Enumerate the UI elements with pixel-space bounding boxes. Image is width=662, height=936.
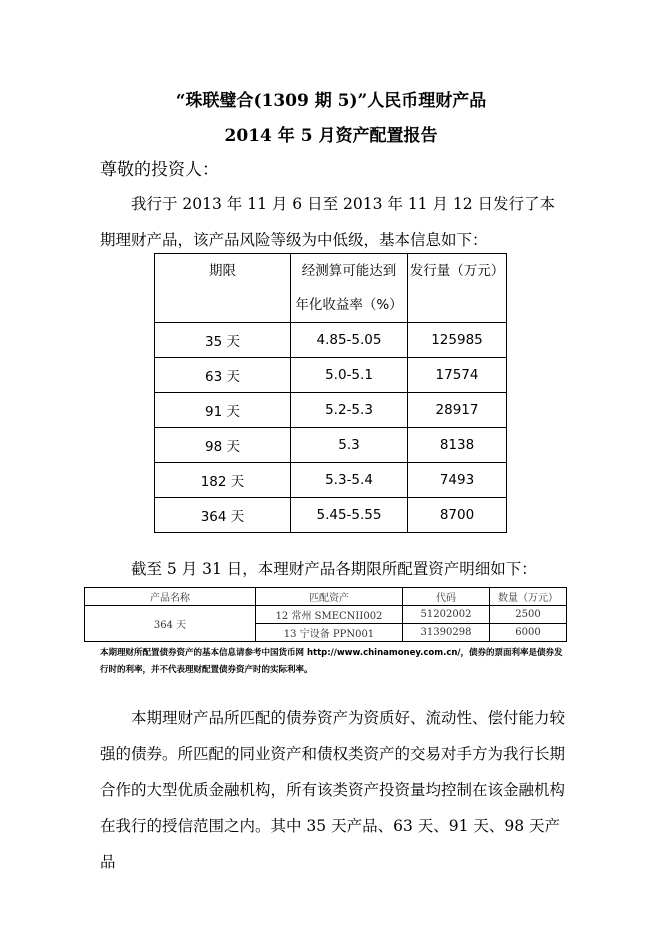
report-title-line2: 2014 年 5 月资产配置报告 [224, 126, 438, 146]
asset-cell: 13 宁设备 PPN001 [256, 624, 403, 642]
greeting: 尊敬的投资人： [100, 160, 219, 180]
code-cell: 51202002 [403, 606, 490, 624]
header-quantity: 数量（万元） [490, 588, 567, 606]
yield-cell: 5.45-5.55 [291, 498, 408, 533]
term-cell: 98 天 [155, 428, 291, 463]
header-issue-amount: 发行量（万元） [409, 263, 505, 279]
term-cell: 182 天 [155, 463, 291, 498]
amount-cell: 125985 [408, 323, 507, 358]
footnote: 本期理财所配置债券资产的基本信息请参考中国货币网 http://www.chinamoney.com.cn/，债券的票面利率是债券发行时的利率，并不代表理财配置债券资产时的实际利率。 [100, 648, 563, 675]
table-row [155, 498, 507, 533]
table-row [155, 463, 507, 498]
yield-cell: 4.85-5.05 [291, 323, 408, 358]
table-row [155, 428, 507, 463]
amount-cell: 17574 [408, 358, 507, 393]
asset-cell: 12 常州 SMECNII002 [256, 606, 403, 624]
intro-paragraph: 我行于 2013 年 11 月 6 日至 2013 年 11 月 12 日发行了本期理财产品，该产品风险等级为中低级，基本信息如下： [100, 195, 556, 249]
table-row [155, 323, 507, 358]
yield-cell: 5.0-5.1 [291, 358, 408, 393]
term-cell: 63 天 [155, 358, 291, 393]
table-header-row [155, 254, 507, 323]
amount-cell: 8700 [408, 498, 507, 533]
body-paragraph: 本期理财产品所匹配的债券资产为资质好、流动性、偿付能力较强的债券。所匹配的同业资产和债权类资产的交易对手方为我行长期合作的大型优质金融机构，所有该类资产投资量均控制在该金融机构在我行的授信范围之内。其中 35 天产品、63 天、91 天、98 天产品 [100, 709, 566, 871]
amount-cell: 28917 [408, 393, 507, 428]
header-product-name: 产品名称 [85, 588, 256, 606]
table-row [85, 606, 567, 624]
amount-cell: 7493 [408, 463, 507, 498]
product-name-cell: 364 天 [85, 606, 256, 642]
report-title-line1: “珠联璧合(1309 期 5)”人民币理财产品 [175, 91, 487, 111]
header-code: 代码 [403, 588, 490, 606]
quantity-cell: 2500 [490, 606, 567, 624]
term-cell: 35 天 [155, 323, 291, 358]
header-yield-line1: 经测算可能达到 [301, 263, 397, 279]
header-term: 期限 [209, 263, 236, 279]
quantity-cell: 6000 [490, 624, 567, 642]
detail-intro: 截至 5 月 31 日，本理财产品各期限所配置资产明细如下： [131, 560, 537, 578]
yield-cell: 5.3-5.4 [291, 463, 408, 498]
amount-cell: 8138 [408, 428, 507, 463]
term-cell: 364 天 [155, 498, 291, 533]
header-matched-asset: 匹配资产 [256, 588, 403, 606]
asset-detail-table [84, 587, 567, 642]
code-cell: 31390298 [403, 624, 490, 642]
term-cell: 91 天 [155, 393, 291, 428]
yield-cell: 5.3 [291, 428, 408, 463]
table-row [155, 393, 507, 428]
product-info-table [154, 253, 507, 533]
header-yield-line2: 年化收益率（%） [295, 297, 403, 313]
detail-header-row [85, 588, 567, 606]
yield-cell: 5.2-5.3 [291, 393, 408, 428]
table-row [155, 358, 507, 393]
